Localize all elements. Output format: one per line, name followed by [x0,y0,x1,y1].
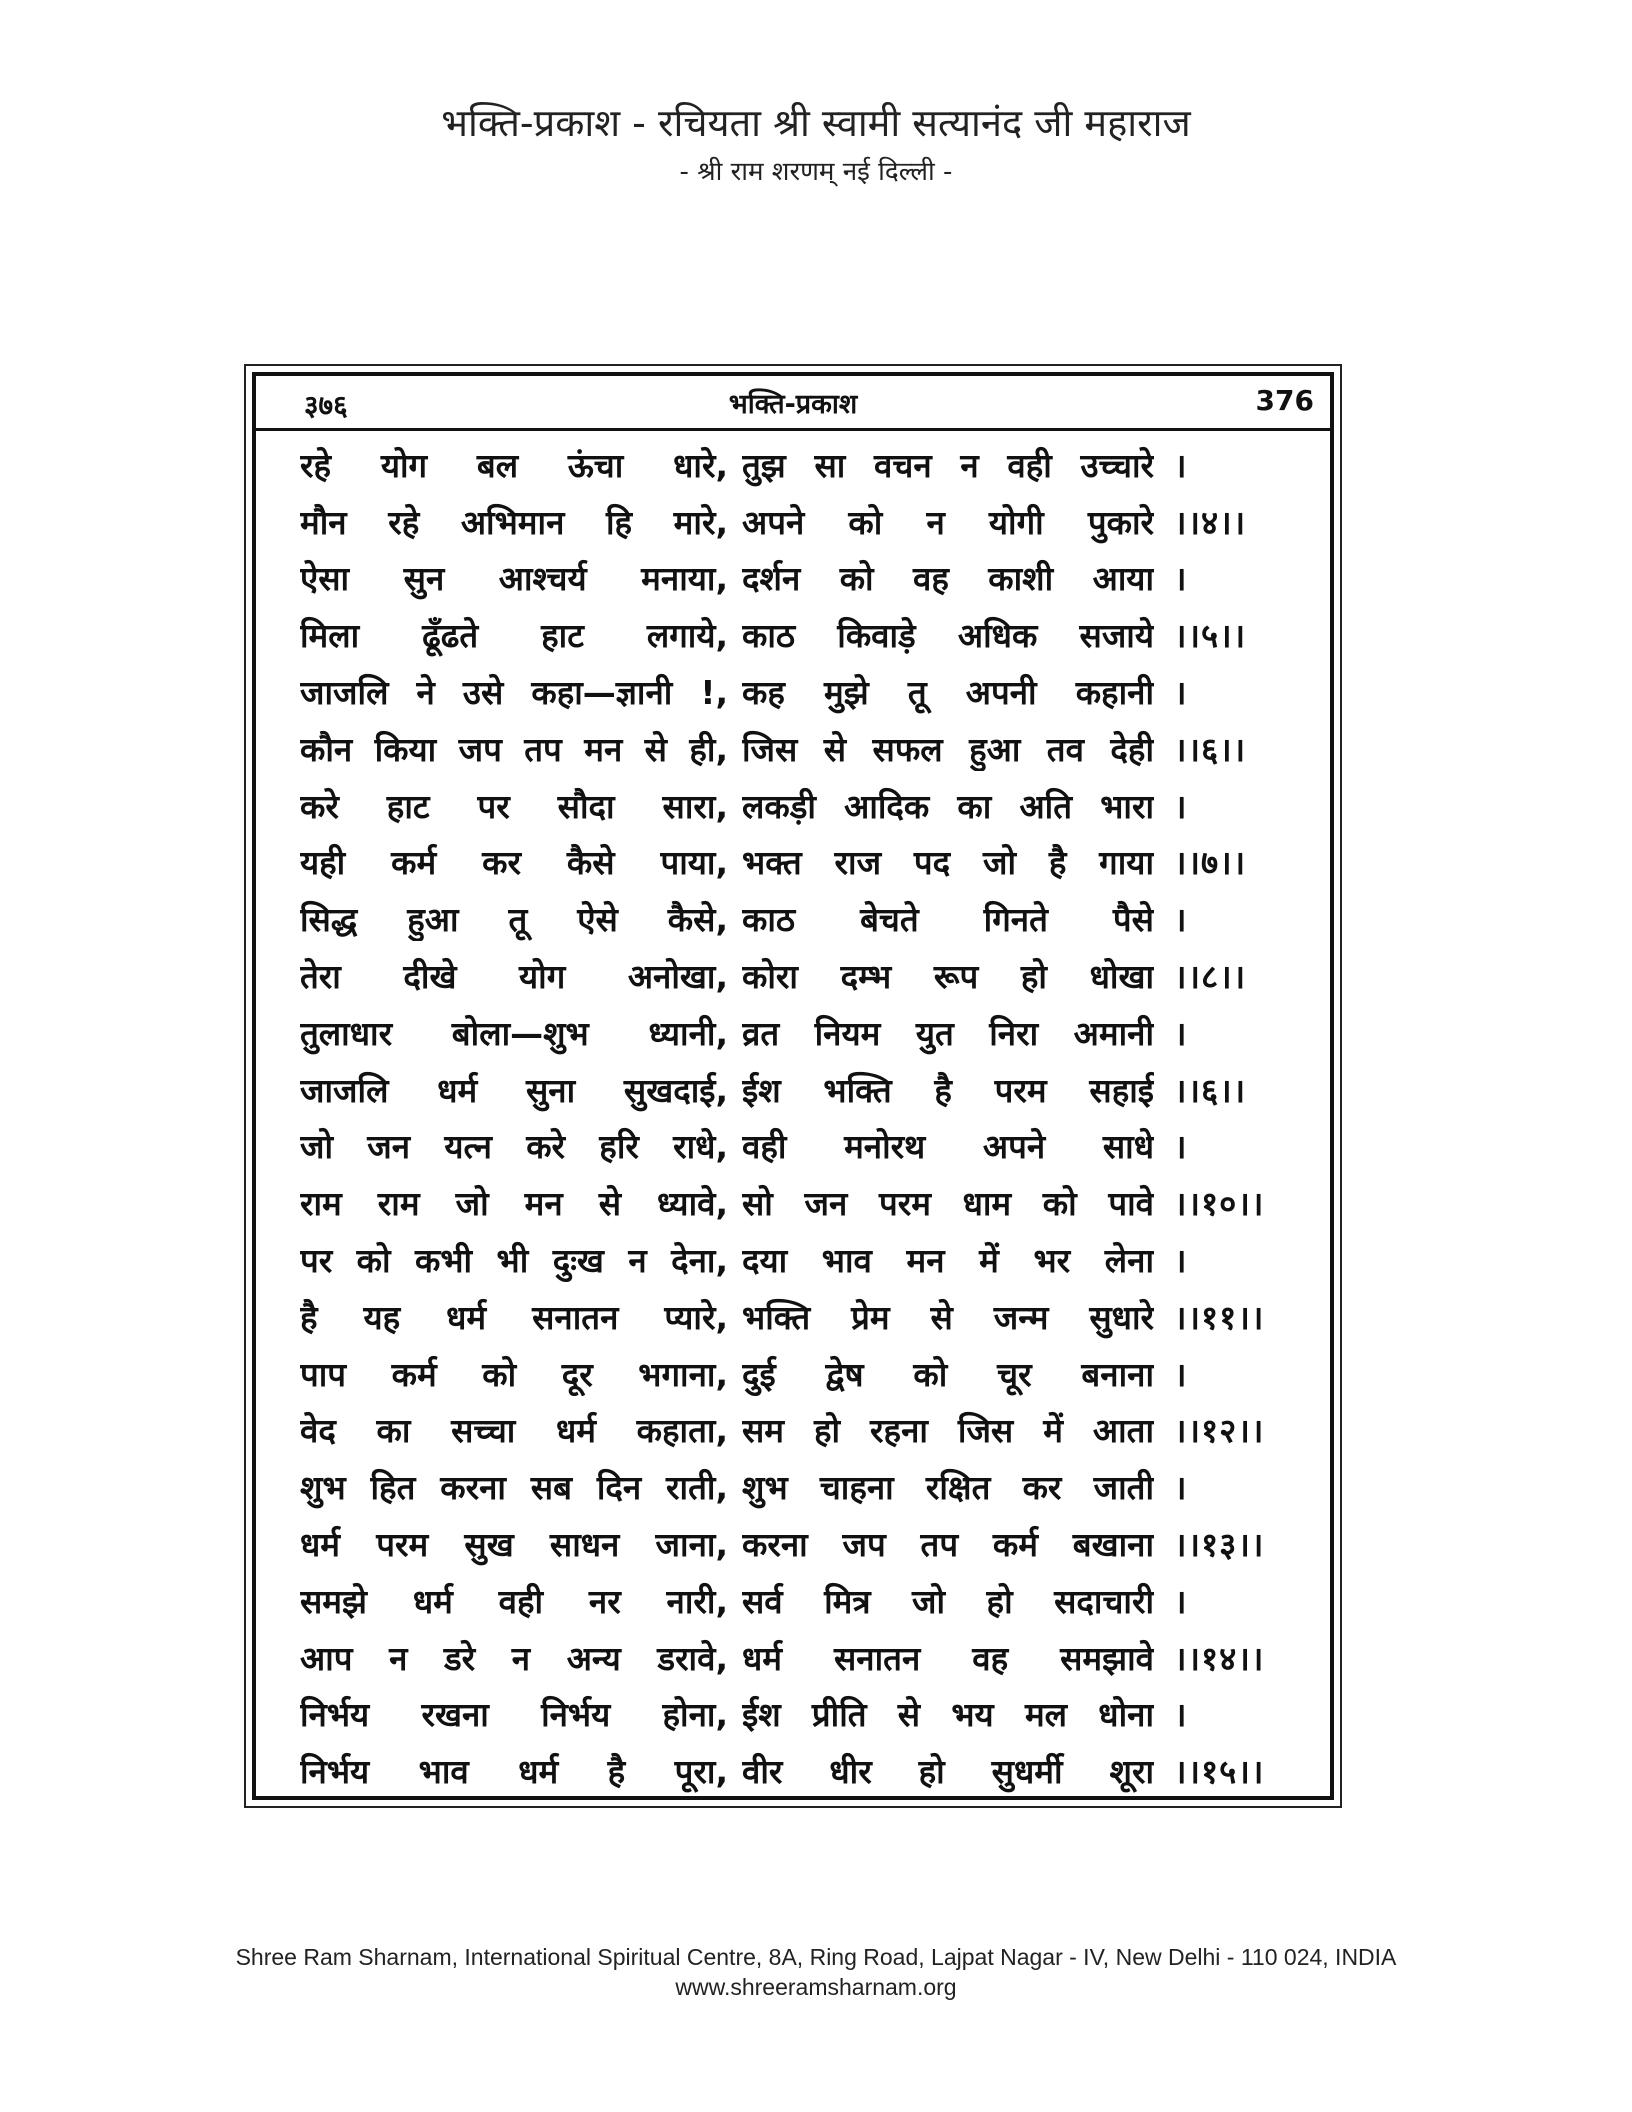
page-footer [0,1942,1632,2002]
verse-second-half: ईश प्रीति से भय मल धोना [742,1695,1154,1735]
verse-number-mark: । [1174,1468,1188,1508]
verse-line [300,1458,1320,1515]
verse-second-half: ईश भक्ति है परम सहाई [742,1070,1154,1110]
verse-first-half: पर को कभी भी दुःख न देना, [300,1241,728,1281]
verse-first-half: तेरा दीखे योग अनोखा, [300,957,728,997]
verse-first-half: शुभ हित करना सब दिन राती, [300,1468,728,1508]
verse-second-half: धर्म सनातन वह समझावे [742,1638,1154,1678]
verse-first-half: ऐसा सुन आश्चर्य मनाया, [300,559,728,599]
scanned-page-header [256,376,1330,431]
page-number-latin: 376 [1255,384,1314,417]
verse-line [300,1572,1320,1629]
verse-first-half: जो जन यत्न करे हरि राधे, [300,1127,728,1167]
page-number-devanagari: ३७६ [304,389,348,422]
verse-first-half: सिद्ध हुआ तू ऐसे कैसे, [300,900,728,940]
verse-first-half: जाजलि धर्म सुना सुखदाई, [300,1070,728,1110]
verse-second-half: करना जप तप कर्म बखाना [742,1525,1154,1565]
verse-block [300,436,1320,1799]
verse-second-half: शुभ चाहना रक्षित कर जाती [742,1468,1154,1508]
verse-second-half: व्रत नियम युत निरा अमानी [742,1013,1154,1053]
scanned-page-frame [244,364,1342,1808]
scanned-page-inner-frame [252,372,1334,1800]
verse-second-half: कह मुझे तू अपनी कहानी [742,673,1154,713]
verse-number-mark: ।।१२।। [1174,1411,1265,1451]
verse-second-half: अपने को न योगी पुकारे [742,502,1154,542]
verse-line [300,436,1320,493]
verse-second-half: काठ बेचते गिनते पैसे [742,900,1154,940]
verse-number-mark: । [1174,1695,1188,1735]
footer-website: www.shreeramsharnam.org [675,1974,957,2000]
verse-line [300,777,1320,834]
verse-first-half: निर्भय रखना निर्भय होना, [300,1695,728,1735]
verse-first-half: निर्भय भाव धर्म है पूरा, [300,1752,728,1792]
document-subtitle: - श्री राम शरणम् नई दिल्ली - [679,157,953,187]
page-header [0,98,1632,192]
verse-line [300,1742,1320,1799]
verse-line [300,1231,1320,1288]
verse-number-mark: । [1174,1127,1188,1167]
verse-line [300,1061,1320,1118]
verse-number-mark: । [1174,1581,1188,1621]
verse-number-mark: ।।८।। [1174,957,1247,997]
verse-first-half: मिला ढूँढते हाट लगाये, [300,616,728,656]
verse-line [300,834,1320,891]
verse-line [300,493,1320,550]
footer-address: Shree Ram Sharnam, International Spiritual Centre, 8A, Ring Road, Lajpat Nagar - IV, New Delhi - 110 024, INDIA [235,1944,1397,1970]
verse-number-mark: । [1174,1013,1188,1053]
verse-first-half: राम राम जो मन से ध्यावे, [300,1184,728,1224]
verse-second-half: दर्शन को वह काशी आया [742,559,1154,599]
verse-first-half: समझे धर्म वही नर नारी, [300,1581,728,1621]
verse-second-half: कोरा दम्भ रूप हो धोखा [742,957,1154,997]
verse-first-half: मौन रहे अभिमान हि मारे, [300,502,728,542]
verse-number-mark: । [1174,1354,1188,1394]
verse-line [300,1174,1320,1231]
verse-second-half: काठ किवाड़े अधिक सजाये [742,616,1154,656]
verse-second-half: वीर धीर हो सुधर्मी शूरा [742,1752,1154,1792]
verse-line [300,890,1320,947]
verse-first-half: करे हाट पर सौदा सारा, [300,786,728,826]
verse-second-half: सो जन परम धाम को पावे [742,1184,1154,1224]
verse-line [300,720,1320,777]
verse-first-half: आप न डरे न अन्य डरावे, [300,1638,728,1678]
verse-number-mark: ।।११।। [1174,1297,1265,1337]
verse-line [300,1515,1320,1572]
verse-number-mark: ।।१०।। [1174,1184,1265,1224]
verse-number-mark: । [1174,559,1188,599]
verse-line [300,1288,1320,1345]
verse-number-mark: । [1174,900,1188,940]
verse-line [300,1402,1320,1459]
verse-first-half: रहे योग बल ऊंचा धारे, [300,445,728,485]
verse-number-mark: ।।७।। [1174,843,1247,883]
verse-second-half: भक्त राज पद जो है गाया [742,843,1154,883]
verse-line [300,1345,1320,1402]
verse-number-mark: । [1174,673,1188,713]
running-title: भक्ति-प्रकाश [728,389,858,420]
verse-line [300,550,1320,607]
verse-number-mark: ।।१५।। [1174,1752,1265,1792]
verse-number-mark: ।।६।। [1174,729,1247,769]
verse-first-half: जाजलि ने उसे कहा—ज्ञानी !, [300,673,728,713]
verse-line [300,663,1320,720]
verse-number-mark: ।।५।। [1174,616,1247,656]
verse-line [300,1118,1320,1175]
verse-line [300,1004,1320,1061]
verse-number-mark: । [1174,786,1188,826]
verse-line [300,1686,1320,1743]
verse-first-half: वेद का सच्चा धर्म कहाता, [300,1411,728,1451]
verse-second-half: सर्व मित्र जो हो सदाचारी [742,1581,1154,1621]
verse-number-mark: ।।६।। [1174,1070,1247,1110]
document-title: भक्ति-प्रकाश - रचियता श्री स्वामी सत्यानंद जी महाराज [441,101,1191,145]
verse-second-half: भक्ति प्रेम से जन्म सुधारे [742,1297,1154,1337]
verse-line [300,606,1320,663]
verse-second-half: तुझ सा वचन न वही उच्चारे [742,445,1154,485]
verse-line [300,947,1320,1004]
verse-first-half: धर्म परम सुख साधन जाना, [300,1525,728,1565]
verse-first-half: है यह धर्म सनातन प्यारे, [300,1297,728,1337]
verse-second-half: जिस से सफल हुआ तव देही [742,729,1154,769]
verse-first-half: तुलाधार बोला—शुभ ध्यानी, [300,1013,728,1053]
verse-first-half: कौन किया जप तप मन से ही, [300,729,728,769]
verse-second-half: दुई द्वेष को चूर बनाना [742,1354,1154,1394]
verse-line [300,1629,1320,1686]
verse-number-mark: । [1174,445,1188,485]
verse-number-mark: ।।४।। [1174,502,1247,542]
verse-second-half: दया भाव मन में भर लेना [742,1241,1154,1281]
verse-second-half: वही मनोरथ अपने साधे [742,1127,1154,1167]
verse-number-mark: । [1174,1241,1188,1281]
verse-number-mark: ।।१३।। [1174,1525,1265,1565]
verse-first-half: यही कर्म कर कैसे पाया, [300,843,728,883]
verse-number-mark: ।।१४।। [1174,1638,1265,1678]
verse-second-half: सम हो रहना जिस में आता [742,1411,1154,1451]
verse-second-half: लकड़ी आदिक का अति भारा [742,786,1154,826]
verse-first-half: पाप कर्म को दूर भगाना, [300,1354,728,1394]
